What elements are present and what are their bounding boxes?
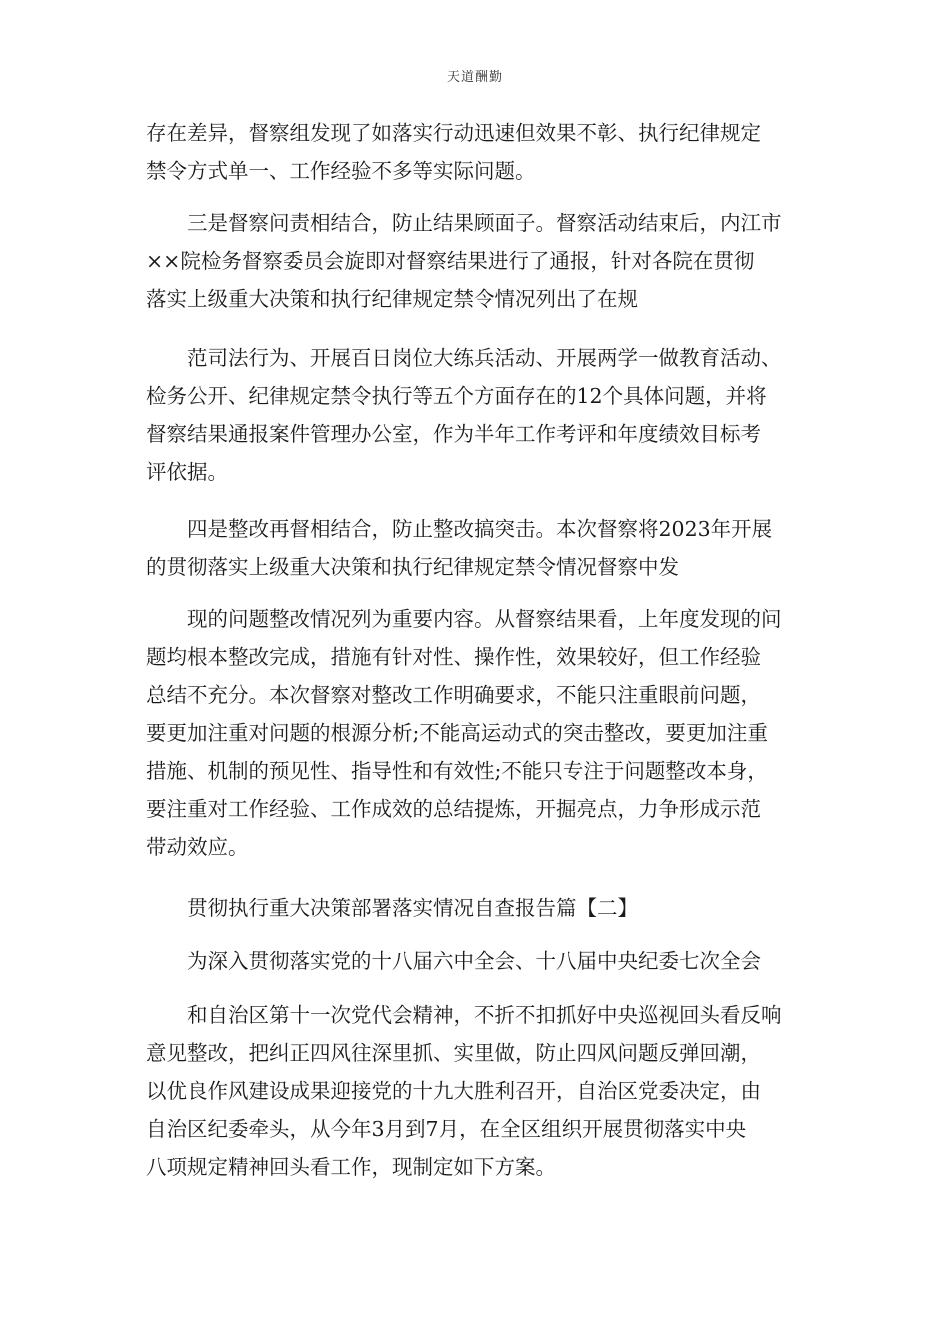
page-header: 天道酬勤 (446, 70, 503, 85)
text-line: 意见整改，把纠正四风往深里抓、实里做，防止四风问题反弹回潮， (146, 1041, 761, 1065)
text-line: 八项规定精神回头看工作，现制定如下方案。 (146, 1155, 556, 1179)
text-line: 以优良作风建设成果迎接党的十九大胜利召开，自治区党委决定，由 (146, 1079, 761, 1103)
text-line: 落实上级重大决策和执行纪律规定禁令情况列出了在规 (146, 287, 638, 311)
paragraph-3 (146, 339, 806, 491)
text-line: 自治区纪委牵头，从今年3月到7月，在全区组织开展贯彻落实中央 (146, 1117, 747, 1141)
text-line: 范司法行为、开展百日岗位大练兵活动、开展两学一做教育活动、 (187, 346, 782, 370)
text-line: 要更加注重对问题的根源分析;不能高运动式的突击整改，要更加注重 (146, 721, 768, 745)
text-line: 三是督察问责相结合，防止结果顾面子。督察活动结束后，内江市 (187, 211, 782, 235)
paragraph-1 (146, 114, 806, 190)
text-line: 检务公开、纪律规定禁令执行等五个方面存在的12个具体问题，并将 (146, 384, 767, 408)
section-heading (146, 889, 806, 927)
heading-text: 贯彻执行重大决策部署落实情况自查报告篇【二】 (187, 896, 638, 920)
text-line: 四是整改再督相结合，防止整改搞突击。本次督察将2023年开展 (187, 517, 773, 541)
text-line: 带动效应。 (146, 835, 249, 859)
text-line: 督察结果通报案件管理办公室，作为半年工作考评和年度绩效目标考 (146, 422, 761, 446)
paragraph-2 (146, 204, 806, 318)
text-line: 禁令方式单一、工作经验不多等实际问题。 (146, 159, 536, 183)
text-line: 评依据。 (146, 460, 228, 484)
text-line: 题均根本整改完成，措施有针对性、操作性，效果较好，但工作经验 (146, 645, 761, 669)
text-line: 的贯彻落实上级重大决策和执行纪律规定禁令情况督察中发 (146, 555, 679, 579)
text-line: 总结不充分。本次督察对整改工作明确要求，不能只注重眼前问题， (146, 683, 761, 707)
text-line: ××院检务督察委员会旋即对督察结果进行了通报，针对各院在贯彻 (146, 249, 755, 273)
text-line: 和自治区第十一次党代会精神，不折不扣抓好中央巡视回头看反响 (187, 1003, 782, 1027)
paragraph-5 (146, 600, 806, 866)
paragraph-4 (146, 510, 806, 586)
paragraph-6 (146, 942, 806, 980)
text-line: 现的问题整改情况列为重要内容。从督察结果看，上年度发现的问 (187, 607, 782, 631)
text-line: 要注重对工作经验、工作成效的总结提炼，开掘亮点，力争形成示范 (146, 797, 761, 821)
text-line: 为深入贯彻落实党的十八届六中全会、十八届中央纪委七次全会 (187, 949, 761, 973)
paragraph-7 (146, 996, 806, 1186)
text-line: 措施、机制的预见性、指导性和有效性;不能只专注于问题整改本身， (146, 759, 768, 783)
text-line: 存在差异，督察组发现了如落实行动迅速但效果不彰、执行纪律规定 (146, 121, 761, 145)
